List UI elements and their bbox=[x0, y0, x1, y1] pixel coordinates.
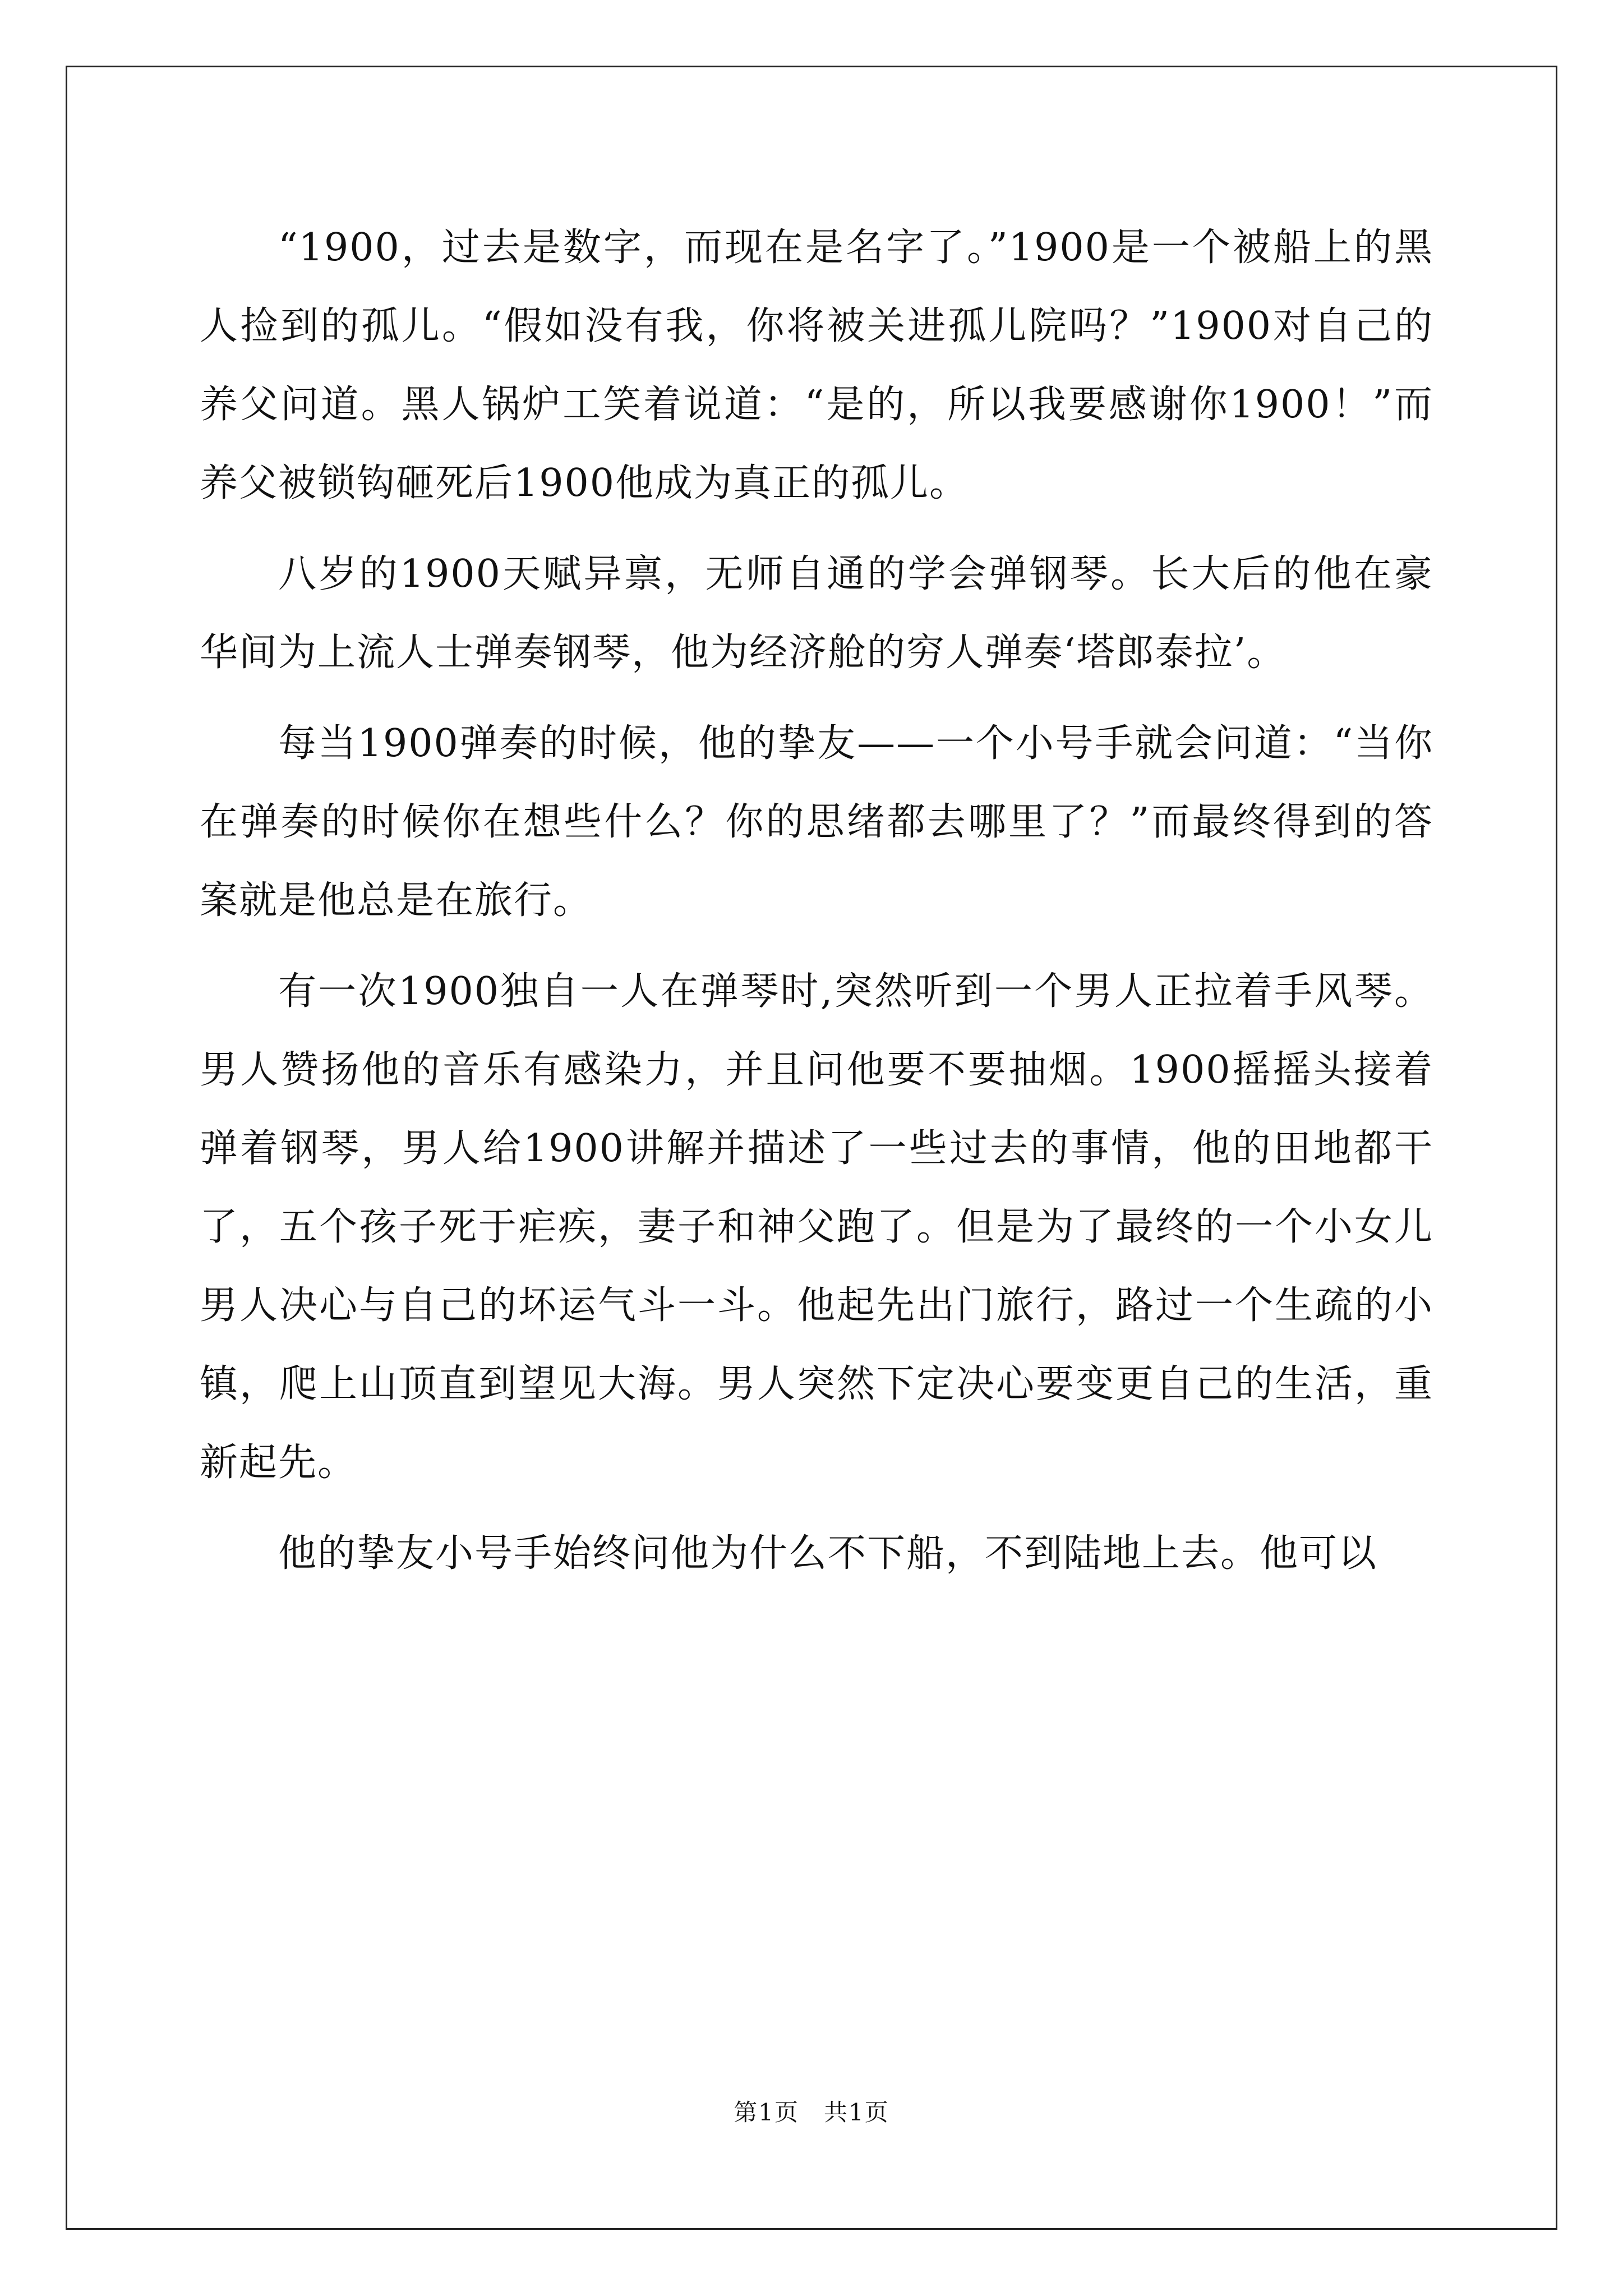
paragraph-5: 他的挚友小号手始终问他为什么不下船，不到陆地上去。他可以 bbox=[278, 1531, 1378, 1576]
paragraph-1: “1900，过去是数字，而现在是名字了。”1900是一个被船上的黑人捡到的孤儿。“假如没有我，你将被关进孤儿院吗？”1900对自己的养父问道。黑人锅炉工笑着说道：“是的，所以我要感谢你1900！”而养父被锁钩砸死后1900他成为真正的孤儿。 bbox=[200, 226, 1433, 505]
paragraph-3: 每当1900弹奏的时候，他的挚友——一个小号手就会问道：“当你在弹奏的时候你在想些什么？你的思绪都去哪里了？”而最终得到的答案就是他总是在旅行。 bbox=[200, 721, 1433, 923]
paragraph-2: 八岁的1900天赋异禀，无师自通的学会弹钢琴。长大后的他在豪华间为上流人士弹奏钢琴，他为经济舱的穷人弹奏‘塔郎泰拉’。 bbox=[200, 552, 1433, 675]
page-number-footer: 第1页 共1页 bbox=[734, 2099, 889, 2126]
document-body bbox=[200, 209, 1433, 1605]
paragraph-4: 有一次1900独自一人在弹琴时,突然听到一个男人正拉着手风琴。男人赞扬他的音乐有感染力，并且问他要不要抽烟。1900摇摇头接着弹着钢琴，男人给1900讲解并描述了一些过去的事情，他的田地都干了，五个孩子死于疟疾，妻子和神父跑了。但是为了最终的一个小女儿男人决心与自己的坏运气斗一斗。他起先出门旅行，路过一个生疏的小镇，爬上山顶直到望见大海。男人突然下定决心要变更自己的生活，重新起先。 bbox=[200, 969, 1433, 1485]
